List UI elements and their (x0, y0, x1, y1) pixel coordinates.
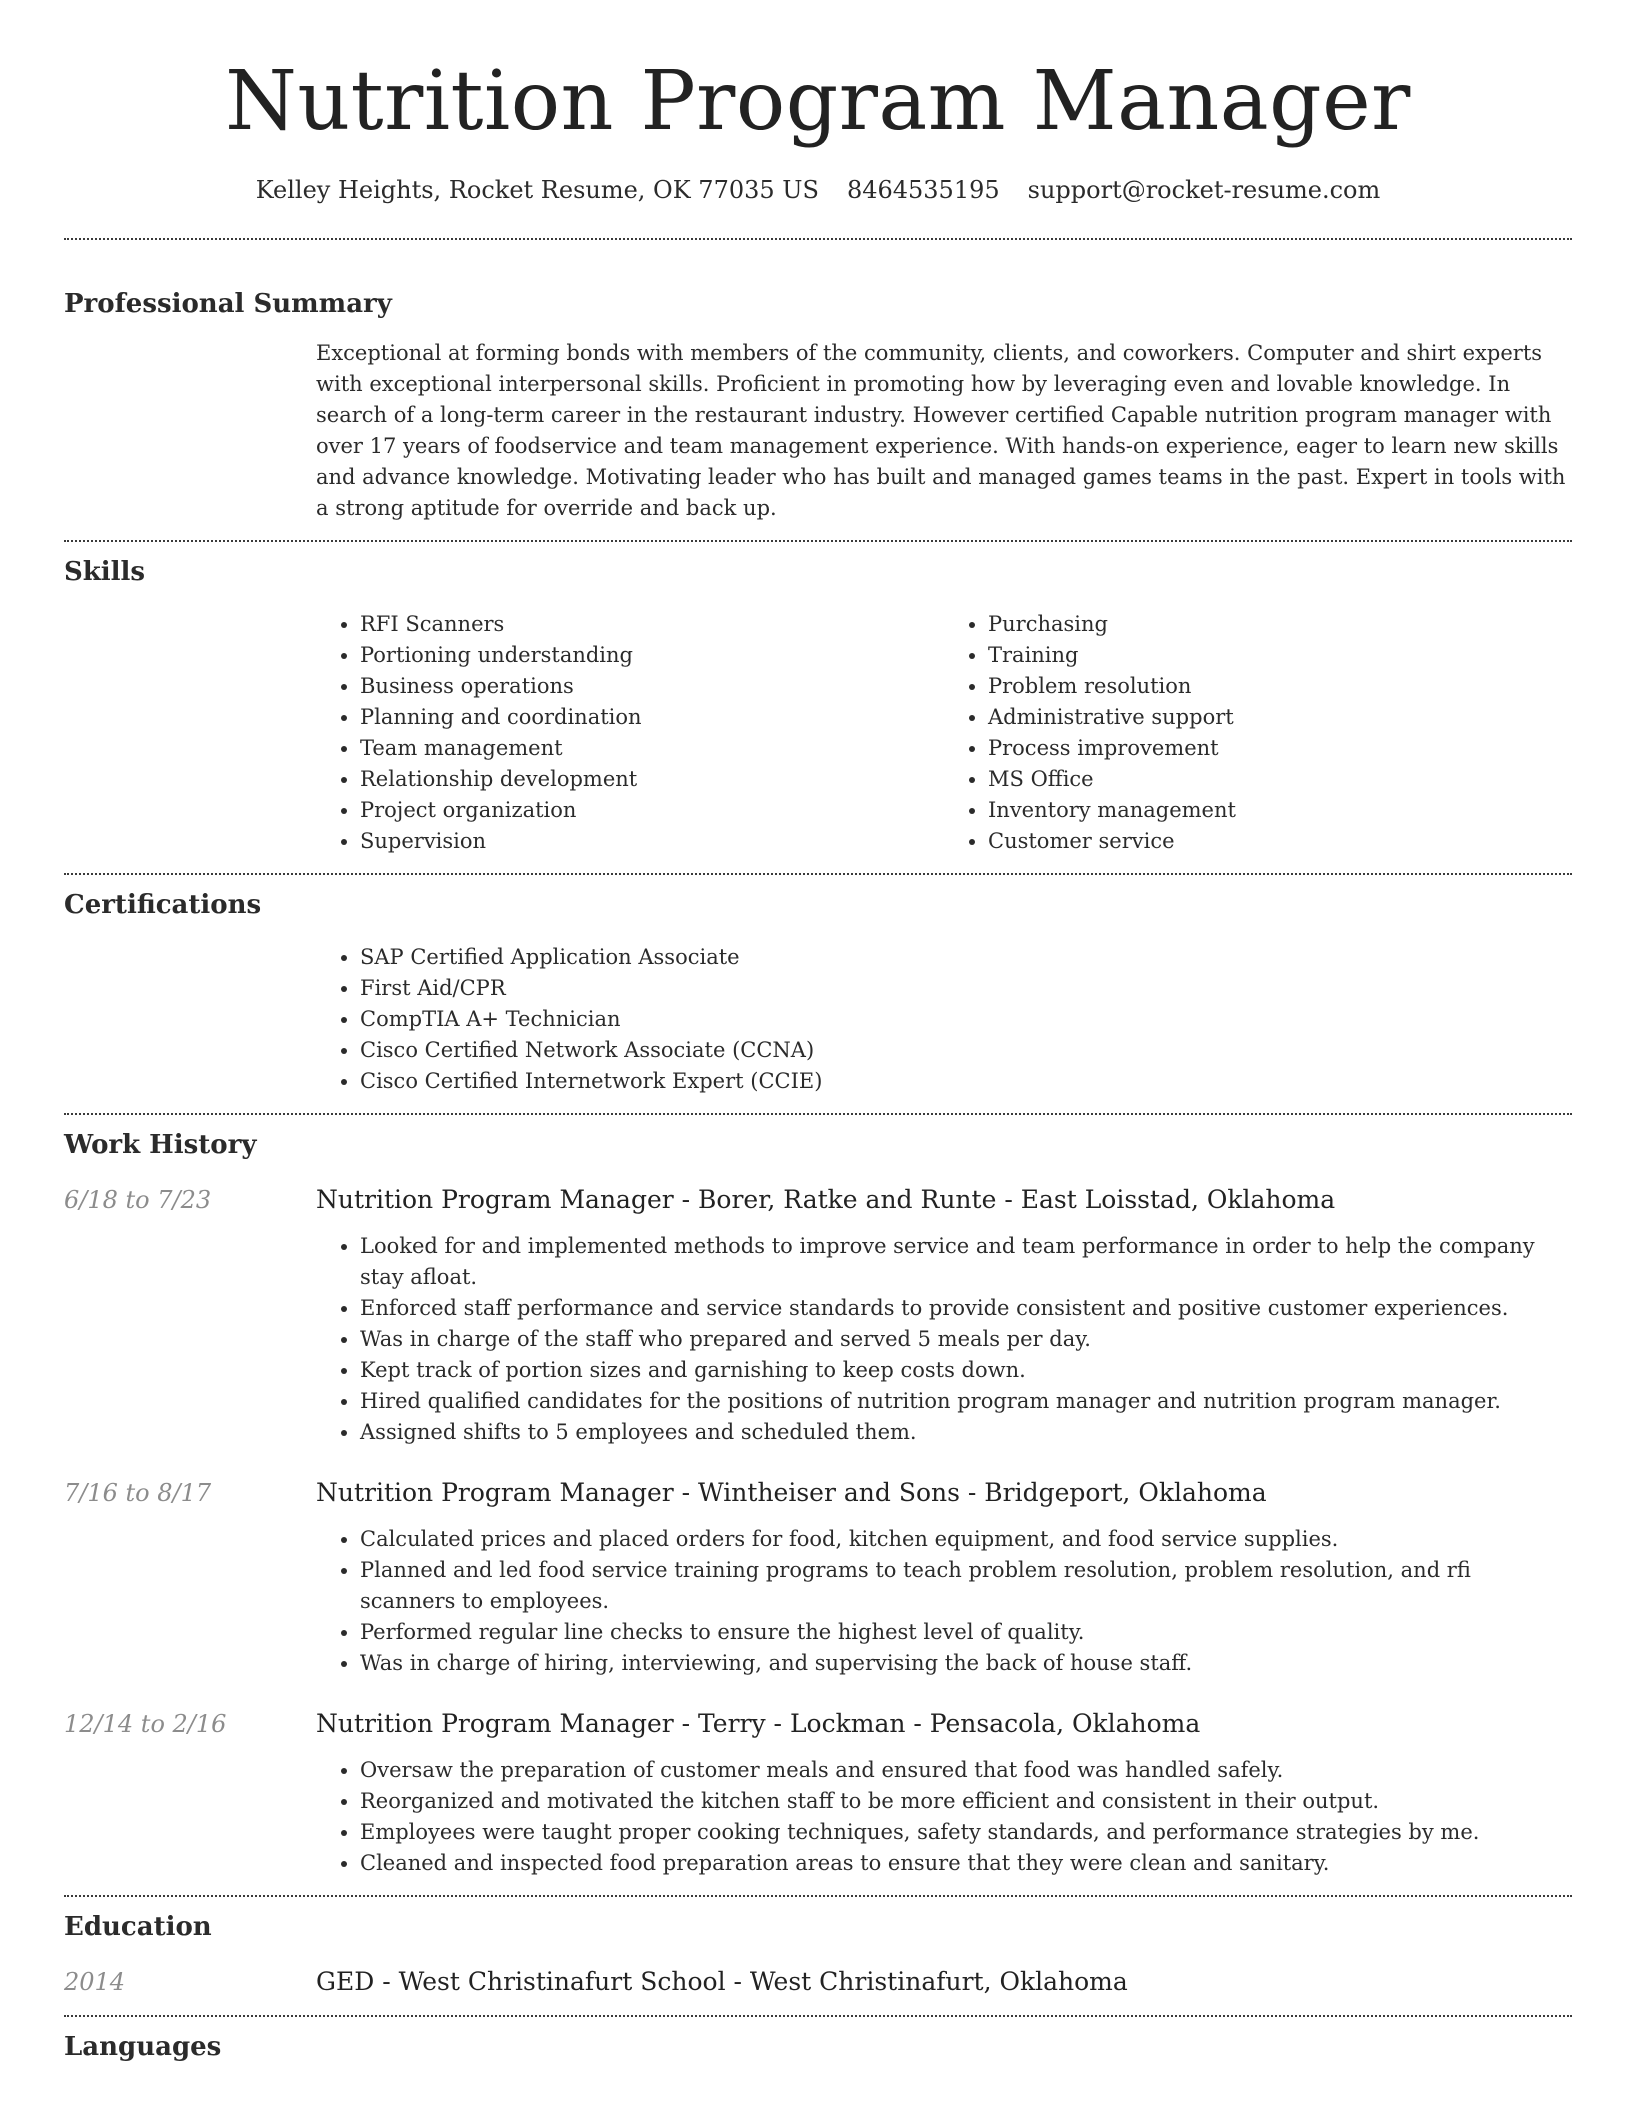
skill-item: • Supervision (360, 826, 944, 857)
job-heading: Nutrition Program Manager - Borer, Ratke and Runte - East Loisstad, Oklahoma (316, 1185, 1336, 1214)
job-entry (64, 1476, 1572, 1679)
skill-item: • Administrative support (988, 702, 1572, 733)
skill-item: • Training (988, 640, 1572, 671)
job-entry (64, 1707, 1572, 1879)
job-bullet: • Oversaw the preparation of customer meals and ensured that food was handled safely. (360, 1755, 1572, 1786)
divider (64, 1895, 1572, 1897)
job-bullet: • Employees were taught proper cooking techniques, safety standards, and performance strategies by me. (360, 1817, 1572, 1848)
work-heading: Work History (64, 1130, 257, 1160)
job-bullet: • Performed regular line checks to ensure the highest level of quality. (360, 1617, 1572, 1648)
job-bullet: • Was in charge of the staff who prepared and served 5 meals per day. (360, 1324, 1572, 1355)
work-section (64, 1127, 1572, 1879)
certifications-heading: Certifications (64, 890, 262, 920)
certification-item: • CompTIA A+ Technician (360, 1004, 1572, 1035)
job-bullet: • Planned and led food service training programs to teach problem resolution, problem resolution, and rfi scanners to employees. (360, 1555, 1572, 1617)
certification-item: • Cisco Certified Internetwork Expert (CCIE) (360, 1066, 1572, 1097)
job-date: 6/18 to 7/23 (64, 1186, 212, 1214)
divider (64, 238, 1572, 240)
job-heading: Nutrition Program Manager - Wintheiser and Sons - Bridgeport, Oklahoma (316, 1478, 1267, 1507)
job-bullet: • Assigned shifts to 5 employees and scheduled them. (360, 1417, 1572, 1448)
skill-item: • Customer service (988, 826, 1572, 857)
certifications-body (316, 942, 1572, 1097)
skill-item: • Business operations (360, 671, 944, 702)
job-date: 12/14 to 2/16 (64, 1710, 227, 1738)
divider (64, 540, 1572, 542)
certification-item: • SAP Certified Application Associate (360, 942, 1572, 973)
divider (64, 873, 1572, 875)
education-date: 2014 (64, 1968, 126, 1996)
skill-item: • RFI Scanners (360, 609, 944, 640)
job-details (316, 1231, 1572, 1448)
summary-section (64, 286, 1572, 524)
summary-heading: Professional Summary (64, 289, 392, 319)
job-header (64, 1707, 1572, 1741)
job-bullet: • Hired qualified candidates for the positions of nutrition program manager and nutrition program manager. (360, 1386, 1572, 1417)
job-bullet: • Looked for and implemented methods to improve service and team performance in order to help the company stay afloat. (360, 1231, 1572, 1293)
job-header (64, 1476, 1572, 1510)
job-bullets (316, 1524, 1572, 1679)
skill-item: • Project organization (360, 795, 944, 826)
divider (64, 1113, 1572, 1115)
job-bullet: • Calculated prices and placed orders for food, kitchen equipment, and food service supplies. (360, 1524, 1572, 1555)
education-entry (64, 1965, 1572, 1999)
education-heading: Education (64, 1912, 212, 1942)
job-bullet: • Reorganized and motivated the kitchen staff to be more efficient and consistent in their output. (360, 1786, 1572, 1817)
skill-item: • Problem resolution (988, 671, 1572, 702)
contact-line (64, 176, 1572, 204)
job-bullet: • Kept track of portion sizes and garnishing to keep costs down. (360, 1355, 1572, 1386)
job-details (316, 1755, 1572, 1879)
skill-item: • Purchasing (988, 609, 1572, 640)
divider (64, 2015, 1572, 2017)
certification-item: • First Aid/CPR (360, 973, 1572, 1004)
resume-title: Nutrition Program Manager (225, 54, 1411, 149)
skill-item: • MS Office (988, 764, 1572, 795)
job-heading: Nutrition Program Manager - Terry - Lockman - Pensacola, Oklahoma (316, 1709, 1201, 1738)
skill-item: • Inventory management (988, 795, 1572, 826)
job-details (316, 1524, 1572, 1679)
job-header (64, 1183, 1572, 1217)
education-section (64, 1909, 1572, 1999)
certifications-section (64, 887, 1572, 1097)
skill-item: • Relationship development (360, 764, 944, 795)
skill-item: • Portioning understanding (360, 640, 944, 671)
job-bullets (316, 1231, 1572, 1448)
languages-section (64, 2029, 1572, 2065)
job-entry (64, 1183, 1572, 1448)
certification-item: • Cisco Certified Network Associate (CCNA) (360, 1035, 1572, 1066)
summary-text: Exceptional at forming bonds with members of the community, clients, and coworkers. Computer and shirt experts with exceptional interpersonal skills. Proficient in promoting how by leveraging even and lovable knowledge. In search of a long-term career in the restaurant industry. However certified Capable nutrition program manager with over 17 years of foodservice and team management experience. With hands-on experience, eager to learn new skills and advance knowledge. Motivating leader who has built and managed games teams in the past. Expert in tools with a strong aptitude for override and back up. (316, 341, 1566, 520)
skill-item: • Team management (360, 733, 944, 764)
skills-columns (316, 609, 1572, 857)
job-bullet: • Cleaned and inspected food preparation areas to ensure that they were clean and sanitary. (360, 1848, 1572, 1879)
skills-list-right (944, 609, 1572, 857)
job-bullet: • Was in charge of hiring, interviewing, and supervising the back of house staff. (360, 1648, 1572, 1679)
job-bullets (316, 1755, 1572, 1879)
skill-item: • Process improvement (988, 733, 1572, 764)
certifications-list (316, 942, 1572, 1097)
skills-section (64, 554, 1572, 857)
skill-item: • Planning and coordination (360, 702, 944, 733)
job-bullet: • Enforced staff performance and service standards to provide consistent and positive customer experiences. (360, 1293, 1572, 1324)
resume-page (64, 0, 1572, 2065)
contact-phone: 8464535195 (846, 176, 1000, 204)
skills-list-left (316, 609, 944, 857)
job-date: 7/16 to 8/17 (64, 1479, 212, 1507)
contact-address: Kelley Heights, Rocket Resume, OK 77035 US (255, 176, 819, 204)
languages-heading: Languages (64, 2032, 222, 2062)
contact-email[interactable]: support@rocket-resume.com (1027, 176, 1381, 204)
skills-heading: Skills (64, 557, 146, 587)
education-heading-line: GED - West Christinafurt School - West Christinafurt, Oklahoma (316, 1967, 1128, 1996)
